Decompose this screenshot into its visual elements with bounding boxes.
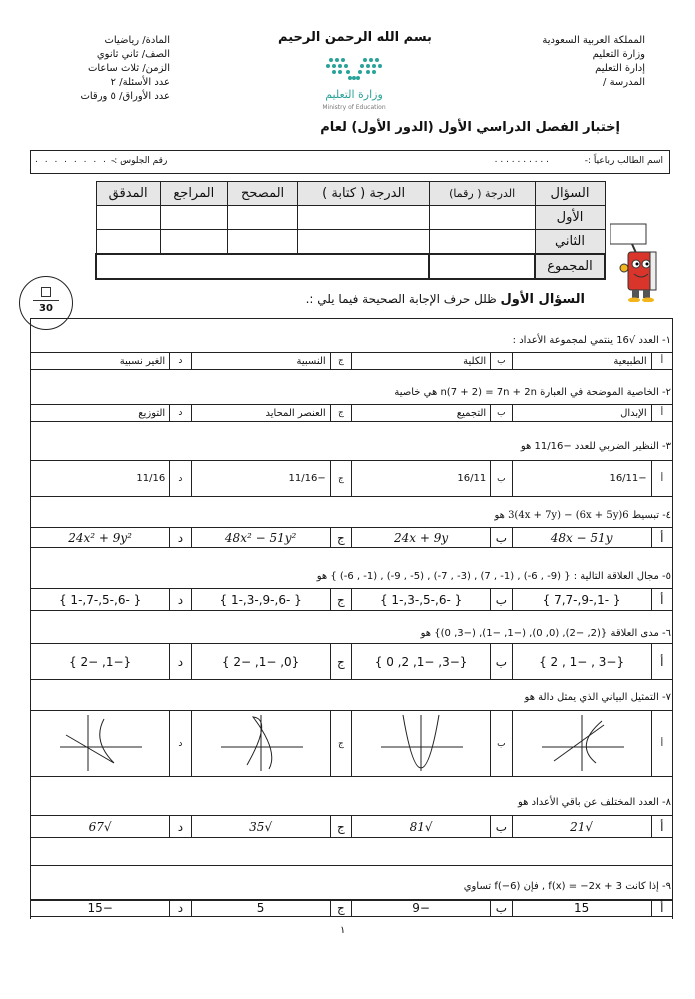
- grade-cell[interactable]: [160, 206, 227, 230]
- score-blank-box[interactable]: [41, 287, 51, 297]
- student-name-label: اسم الطالب رباعياً :-: [584, 156, 663, 166]
- option-value[interactable]: { -1,-9,-7,7 }: [512, 589, 651, 611]
- option-letter[interactable]: د: [170, 528, 191, 548]
- option-letter[interactable]: أ: [651, 528, 672, 548]
- option-value[interactable]: 24x² + 9y²: [31, 528, 170, 548]
- ministry-label: وزارة التعليم: [592, 49, 645, 60]
- grade-cell[interactable]: [298, 230, 429, 255]
- option-letter[interactable]: ج: [330, 589, 351, 611]
- question-stem: ٢- الخاصية الموضحة في العبارة n(7 + 2) = 7n + 2n هي خاصية: [394, 387, 671, 398]
- option-letter[interactable]: ب: [491, 900, 512, 917]
- option-letter[interactable]: ج: [330, 405, 351, 422]
- option-value[interactable]: الكلية: [352, 353, 491, 370]
- option-letter[interactable]: ج: [330, 711, 351, 777]
- question-stem: ٤- تبسيط 6(6x + 5y) − 3(4x + 7y) هو: [494, 510, 671, 521]
- grade-header-question: السؤال: [535, 182, 605, 206]
- graph-d-icon: [52, 711, 148, 773]
- exam-title: إختبار الفصل الدراسي الأول (الدور الأول) لعام: [320, 120, 620, 135]
- grade-row-total: [96, 254, 605, 279]
- option-value[interactable]: 5: [191, 900, 330, 917]
- grade-header-score-number: الدرجة ( رقما): [429, 182, 535, 206]
- grade-header-reviewer: المراجع: [160, 182, 227, 206]
- options-row: [30, 815, 673, 838]
- question-stem: ٥- مجال العلاقة التالية : { (9- , 6-) , (1- , 7) , (3- , 7-) , (5- , 9-) , (1- , 6-) } هو: [316, 571, 671, 582]
- score-divider: [33, 300, 59, 301]
- option-letter[interactable]: د: [170, 816, 191, 838]
- option-letter[interactable]: ب: [491, 405, 512, 422]
- option-value[interactable]: الإبدال: [512, 405, 651, 422]
- school-label: المدرسة /: [603, 77, 645, 88]
- option-letter[interactable]: ج: [330, 900, 351, 917]
- options-row: [30, 527, 673, 548]
- grade-cell[interactable]: [96, 230, 160, 255]
- student-name-field[interactable]: . . . . . . . . . .: [494, 155, 549, 165]
- option-letter[interactable]: ج: [330, 816, 351, 838]
- question-stem: ٣- النظير الضربي للعدد −11/16 هو: [520, 441, 671, 452]
- grade-row-label: الثاني: [535, 230, 605, 255]
- grade-table: [95, 181, 606, 280]
- option-value[interactable]: التجميع: [352, 405, 491, 422]
- student-info-box: [30, 150, 670, 174]
- grade-label: الصف/ ثاني ثانوي: [96, 49, 170, 60]
- option-letter[interactable]: ج: [330, 528, 351, 548]
- page-number: ١: [340, 925, 346, 936]
- option-value[interactable]: { -6,-5,-3,-1 }: [352, 589, 491, 611]
- grade-cell[interactable]: [227, 206, 298, 230]
- option-letter[interactable]: د: [170, 711, 191, 777]
- ministry-logo: [286, 52, 422, 122]
- grade-cell[interactable]: [96, 254, 429, 279]
- option-letter[interactable]: ج: [330, 353, 351, 370]
- option-value[interactable]: √81: [352, 816, 491, 838]
- option-value[interactable]: {0, −1, −2 }: [191, 644, 330, 680]
- question-count-label: عدد الأسئلة/ ٢: [110, 77, 170, 88]
- option-value[interactable]: 48x − 51y: [512, 528, 651, 548]
- option-graph-c[interactable]: [191, 711, 330, 777]
- question-one-title: السؤال الأول: [500, 292, 585, 307]
- basmala: بسم الله الرحمن الرحيم: [278, 30, 432, 45]
- grade-row-label: الأول: [535, 206, 605, 230]
- seat-number-label: رقم الجلوس :-: [111, 156, 168, 166]
- header-ministry-block: [542, 34, 645, 90]
- option-graph-a[interactable]: [512, 711, 651, 777]
- option-letter[interactable]: ب: [491, 816, 512, 838]
- options-row: [30, 352, 673, 370]
- option-letter[interactable]: ج: [330, 461, 351, 497]
- question-one-heading: [306, 292, 585, 307]
- option-value[interactable]: −15: [31, 900, 170, 917]
- grade-cell[interactable]: [429, 206, 535, 230]
- option-value[interactable]: {−3 , −1 , 2 }: [512, 644, 651, 680]
- option-letter[interactable]: ب: [491, 711, 512, 777]
- option-value[interactable]: الغير نسبية: [31, 353, 170, 370]
- option-value[interactable]: { -6,-5,-7,-1 }: [31, 589, 170, 611]
- option-letter[interactable]: أ: [651, 461, 672, 497]
- graph-a-icon: [534, 711, 630, 773]
- grade-row-first: [96, 206, 605, 230]
- option-value[interactable]: العنصر المحايد: [191, 405, 330, 422]
- option-value[interactable]: 11/16: [31, 461, 170, 497]
- ministry-name-en: Ministry of Education: [322, 104, 386, 111]
- option-value[interactable]: 48x² − 51y²: [191, 528, 330, 548]
- option-value[interactable]: 24x + 9y: [352, 528, 491, 548]
- question-stem: ٦- مدى العلاقة {(2, −2), (0, 0), (−1, −1), (−3, 0)} هو: [420, 628, 671, 639]
- question-stem: ١- العدد √16 ينتمي لمجموعة الأعداد :: [512, 335, 671, 346]
- grade-cell[interactable]: [227, 230, 298, 255]
- option-value[interactable]: −16/11: [512, 461, 651, 497]
- grade-cell[interactable]: [429, 254, 535, 279]
- option-letter[interactable]: أ: [651, 711, 672, 777]
- options-row: [30, 710, 673, 777]
- option-letter[interactable]: ب: [491, 528, 512, 548]
- option-letter[interactable]: أ: [651, 900, 672, 917]
- option-letter[interactable]: د: [170, 461, 191, 497]
- book-mascot-icon: [610, 222, 670, 302]
- option-letter[interactable]: د: [170, 589, 191, 611]
- option-value[interactable]: 15: [512, 900, 651, 917]
- option-letter[interactable]: أ: [651, 644, 672, 680]
- grade-cell[interactable]: [96, 206, 160, 230]
- seat-number-field[interactable]: . . . . . . . . . .: [35, 155, 128, 165]
- option-value[interactable]: {−3, −1, 2, 0 }: [352, 644, 491, 680]
- options-row: [30, 643, 673, 680]
- header-exam-info: [60, 34, 170, 104]
- grade-header-corrector: المصحح: [227, 182, 298, 206]
- option-graph-b[interactable]: [352, 711, 491, 777]
- grade-cell[interactable]: [298, 206, 429, 230]
- option-value[interactable]: {−1, −2 }: [31, 644, 170, 680]
- grade-header-score-words: الدرجة ( كتابة ): [298, 182, 429, 206]
- option-value[interactable]: التوزيع: [31, 405, 170, 422]
- option-letter[interactable]: أ: [651, 589, 672, 611]
- option-value[interactable]: −11/16: [191, 461, 330, 497]
- grade-table-header: [96, 182, 605, 206]
- grade-total-label: المجموع: [535, 254, 605, 279]
- option-letter[interactable]: د: [170, 353, 191, 370]
- option-letter[interactable]: أ: [651, 353, 672, 370]
- time-label: الزمن/ ثلاث ساعات: [87, 63, 170, 74]
- question-stem: ٩- إذا كانت f(x) = −2x + 3 , فإن f(−6) تساوي: [463, 881, 671, 892]
- option-letter[interactable]: أ: [651, 405, 672, 422]
- mascot-illustration: [610, 222, 670, 302]
- option-letter[interactable]: ب: [491, 461, 512, 497]
- ministry-name-ar: وزارة التعليم: [325, 88, 383, 101]
- option-letter[interactable]: د: [170, 900, 191, 917]
- option-letter[interactable]: ب: [491, 353, 512, 370]
- graph-b-icon: [373, 711, 469, 773]
- option-value[interactable]: { -6,-9,-3,-1 }: [191, 589, 330, 611]
- grade-row-second: [96, 230, 605, 255]
- option-letter[interactable]: ب: [491, 644, 512, 680]
- option-letter[interactable]: ب: [491, 589, 512, 611]
- graph-c-icon: [213, 711, 309, 773]
- option-value[interactable]: 16/11: [352, 461, 491, 497]
- score-total: 30: [39, 303, 53, 314]
- option-value[interactable]: √35: [191, 816, 330, 838]
- page-count-label: عدد الأوراق/ ٥ ورقات: [80, 91, 170, 102]
- option-value[interactable]: √21: [512, 816, 651, 838]
- grade-header-auditor: المدقق: [96, 182, 160, 206]
- options-row: [30, 899, 673, 917]
- options-row: [30, 404, 673, 422]
- options-row: [30, 588, 673, 611]
- grade-cell[interactable]: [160, 230, 227, 255]
- option-value[interactable]: الطبيعية: [512, 353, 651, 370]
- option-value[interactable]: √67: [31, 816, 170, 838]
- kingdom-label: المملكة العربية السعودية: [542, 35, 645, 46]
- question-one-instruction: ظلل حرف الإجابة الصحيحة فيما يلي :.: [305, 292, 497, 306]
- grade-cell[interactable]: [429, 230, 535, 255]
- option-letter[interactable]: ج: [330, 644, 351, 680]
- option-letter[interactable]: أ: [651, 816, 672, 838]
- options-row: [30, 460, 673, 497]
- question-stem: ٧- التمثيل البياني الذي يمثل دالة هو: [524, 692, 671, 703]
- option-letter[interactable]: د: [170, 644, 191, 680]
- option-value[interactable]: النسبية: [191, 353, 330, 370]
- option-graph-d[interactable]: [31, 711, 170, 777]
- option-letter[interactable]: د: [170, 405, 191, 422]
- option-value[interactable]: −9: [352, 900, 491, 917]
- subject-label: المادة/ رياضيات: [104, 35, 170, 46]
- question-stem: ٨- العدد المختلف عن باقي الأعداد هو: [517, 797, 671, 808]
- education-admin-label: إدارة التعليم: [595, 63, 645, 74]
